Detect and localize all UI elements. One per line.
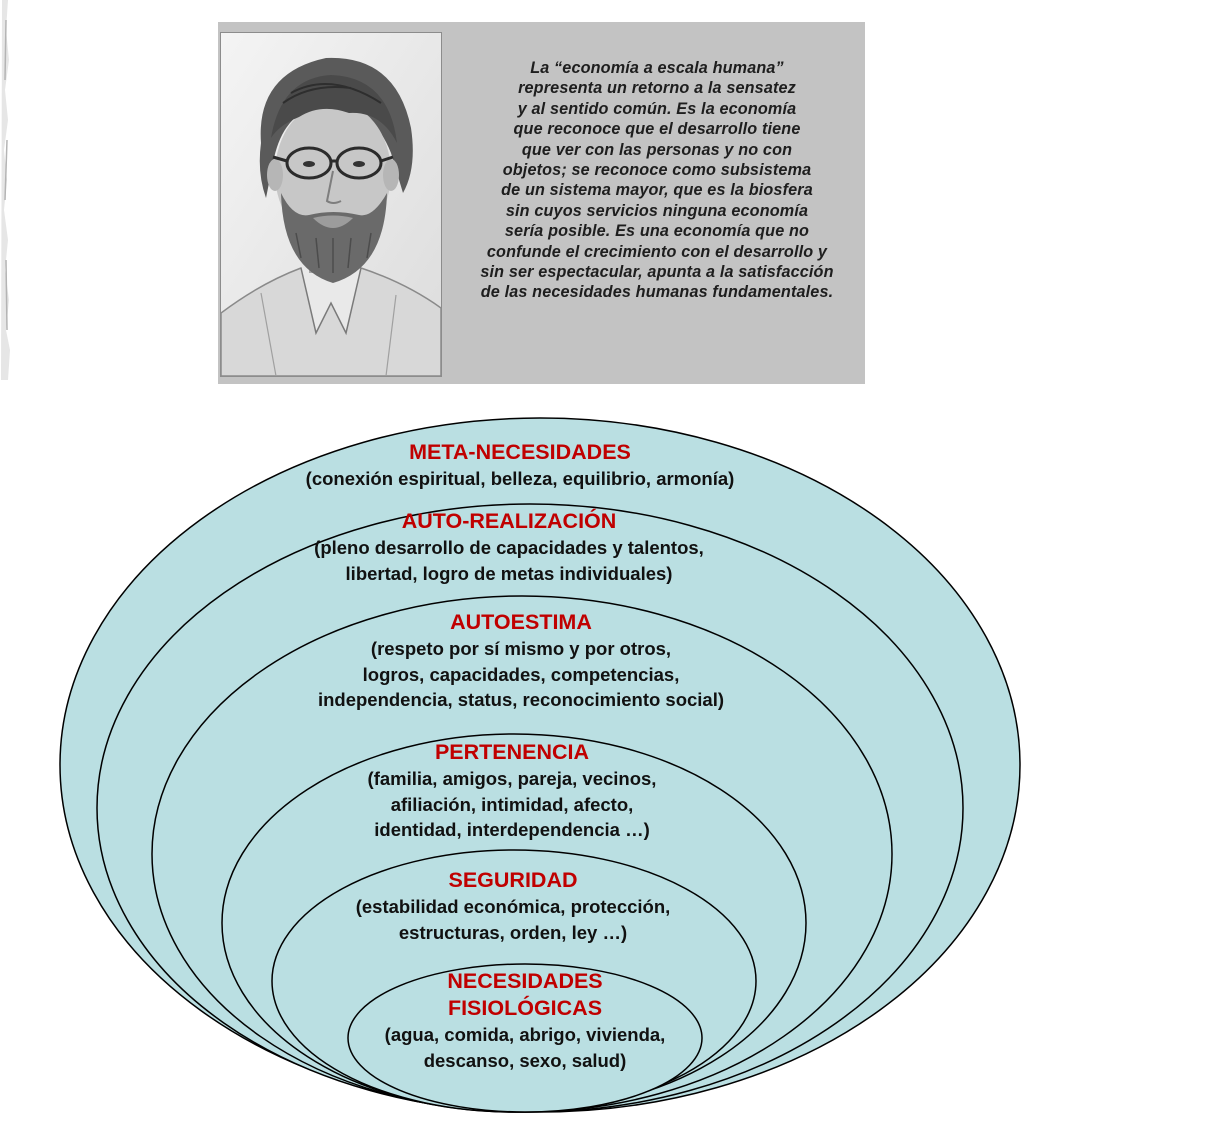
level-title: AUTO-REALIZACIÓN (401, 509, 617, 533)
quote-line: sería posible. Es una economía que no (504, 222, 810, 241)
level-description: (familia, amigos, pareja, vecinos, (367, 768, 657, 789)
level-seguridad (0, 867, 1033, 945)
level-description: estructuras, orden, ley …) (398, 921, 628, 943)
level-title: PERTENENCIA (434, 740, 590, 764)
quote-line: que reconoce que el desarrollo tiene (513, 120, 801, 139)
quote-line: sin ser espectacular, apunta a la satisfacción (480, 263, 834, 282)
quote-line: de un sistema mayor, que es la biosfera (501, 181, 813, 200)
level-description: (conexión espiritual, belleza, equilibrio, armonía) (305, 468, 735, 489)
quote-line: que ver con las personas y no con (521, 140, 793, 159)
level-title: META-NECESIDADES (409, 440, 631, 464)
level-title: AUTOESTIMA (450, 610, 592, 634)
level-description: (pleno desarrollo de capacidades y talentos, (314, 537, 704, 558)
level-description: libertad, logro de metas individuales) (345, 562, 673, 584)
level-necesidades-fisiologicas (5, 968, 1045, 1073)
quote-line: y al sentido común. Es la economía (517, 99, 797, 118)
level-title: SEGURIDAD (448, 868, 578, 892)
level-pertenencia (0, 739, 1032, 843)
quote-line: La “economía a escala humana” (530, 59, 784, 77)
level-description: independencia, status, reconocimiento social) (317, 689, 725, 710)
level-title: NECESIDADES (447, 969, 603, 993)
level-description: (respeto por sí mismo y por otros, (370, 638, 672, 659)
level-title: FISIOLÓGICAS (447, 996, 603, 1020)
level-meta-necesidades (0, 439, 1040, 492)
quote-line: sin cuyos servicios ninguna economía (505, 201, 809, 220)
level-description: (agua, comida, abrigo, vivienda, (384, 1024, 666, 1045)
quote-line: de las necesidades humanas fundamentales. (480, 283, 834, 302)
quote-line: objetos; se reconoce como subsistema (502, 161, 812, 180)
level-auto-realizacion (0, 508, 1029, 586)
level-description: descanso, sexo, salud) (423, 1049, 627, 1071)
level-autoestima (1, 609, 1041, 713)
level-description: (estabilidad económica, protección, (355, 896, 671, 917)
level-description: afiliación, intimidad, afecto, (390, 793, 634, 815)
quote-line: representa un retorno a la sensatez (518, 79, 796, 98)
level-description: identidad, interdependencia …) (374, 819, 650, 840)
level-description: logros, capacidades, competencias, (362, 663, 680, 685)
quote-line: confunde el crecimiento con el desarrollo y (486, 242, 828, 261)
